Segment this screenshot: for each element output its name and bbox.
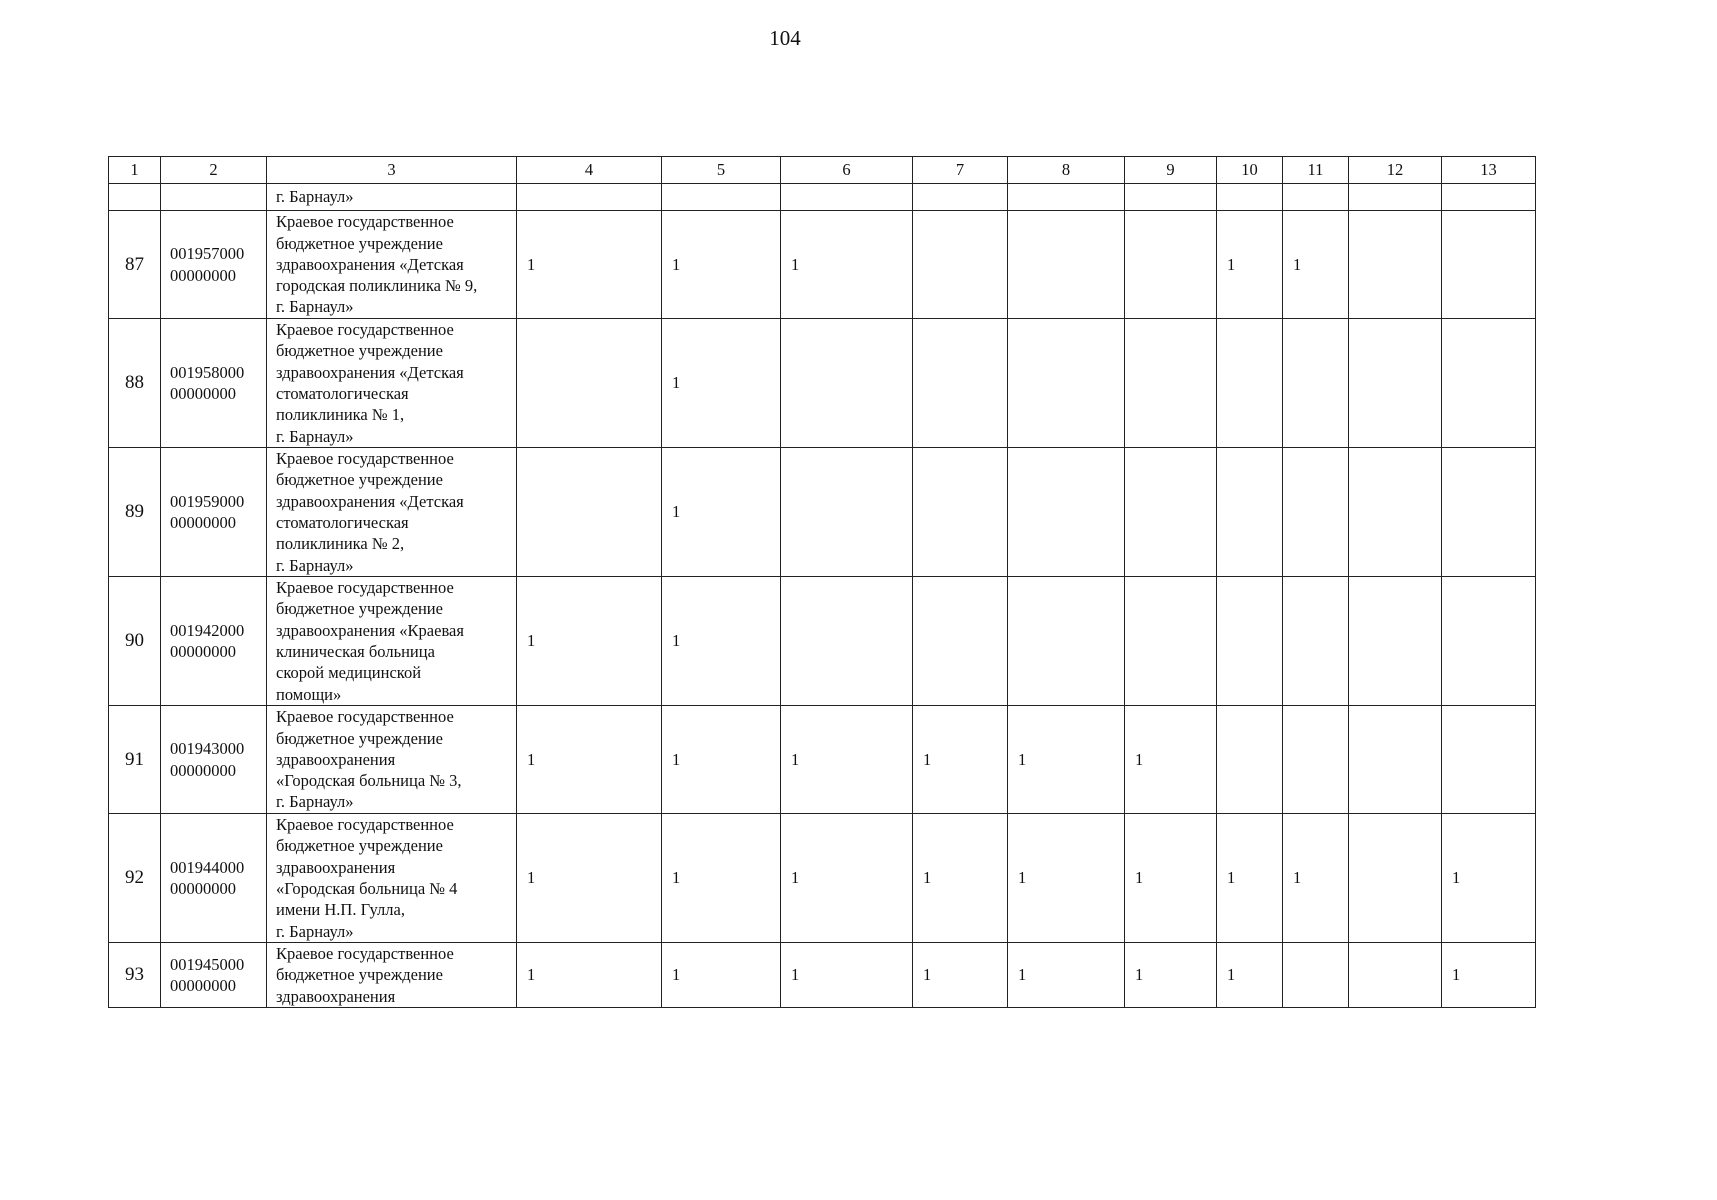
institution-name-line: бюджетное учреждение [276,599,443,619]
institution-name-line: поликлиника № 1, [276,405,405,425]
value-cell [517,184,662,211]
value-cell [1283,943,1349,1008]
column-header: 4 [517,157,662,184]
column-header: 11 [1283,157,1349,184]
value-cell: 1 [781,211,913,319]
institution-name-line: «Городская больница № 3, [276,771,462,791]
institution-name-line: бюджетное учреждение [276,728,443,748]
value-cell [913,319,1008,448]
institution-name-line: здравоохранения «Детская [276,491,464,511]
column-header: 7 [913,157,1008,184]
value-cell [1442,211,1536,319]
table-row [109,211,1536,319]
value-cell [1349,319,1442,448]
table-row [109,577,1536,706]
column-header: 8 [1008,157,1125,184]
value-cell: 1 [1008,814,1125,943]
institution-name-line: Краевое государственное [276,707,454,727]
institution-name-line: имени Н.П. Гулла, [276,900,405,920]
value-cell [1283,577,1349,706]
value-cell: 1 [1217,814,1283,943]
column-header: 13 [1442,157,1536,184]
value-cell [1283,448,1349,577]
institution-name [267,943,517,1008]
registry-code-line: 00000000 [170,879,236,898]
institution-name [267,448,517,577]
institution-name-line: бюджетное учреждение [276,233,443,253]
institution-name-line: бюджетное учреждение [276,341,443,361]
column-header: 12 [1349,157,1442,184]
value-cell: 1 [662,814,781,943]
value-cell: 1 [781,706,913,814]
value-cell [1283,706,1349,814]
value-cell: 1 [662,706,781,814]
institution-name-line: г. Барнаул» [276,792,354,812]
table-row [109,943,1536,1008]
institution-name-line: здравоохранения «Детская [276,254,464,274]
registry-code [161,577,267,706]
value-cell: 1 [1125,943,1217,1008]
row-number: 89 [109,448,161,577]
value-cell [781,448,913,577]
value-cell: 1 [1125,814,1217,943]
value-cell: 1 [913,706,1008,814]
institution-name-line: Краевое государственное [276,944,454,963]
column-header: 5 [662,157,781,184]
value-cell [1442,577,1536,706]
value-cell [913,577,1008,706]
value-cell: 1 [1283,211,1349,319]
value-cell: 1 [1125,706,1217,814]
value-cell: 1 [1008,943,1125,1008]
row-number: 88 [109,319,161,448]
row-number: 87 [109,211,161,319]
registry-code-line: 001957000 [170,244,245,264]
value-cell [1283,319,1349,448]
institution-name [267,319,517,448]
institution-name [267,577,517,706]
institution-name-line: городская поликлиника № 9, [276,276,478,296]
header-row [109,157,1536,184]
registry-code-line: 001945000 [170,954,245,974]
value-cell [662,184,781,211]
value-cell: 1 [662,211,781,319]
value-cell: 1 [662,319,781,448]
institution-name-line: Краевое государственное [276,212,454,232]
institution-name-line: стоматологическая [276,384,409,403]
value-cell [1349,814,1442,943]
column-header: 2 [161,157,267,184]
column-header: 1 [109,157,161,184]
value-cell [781,184,913,211]
column-header: 10 [1217,157,1283,184]
value-cell: 1 [662,943,781,1008]
value-cell [1217,706,1283,814]
row-number: 90 [109,577,161,706]
institution-name-line: бюджетное учреждение [276,470,443,490]
value-cell [781,577,913,706]
table-row [109,184,1536,211]
institution-name-line: Краевое государственное [276,320,454,340]
value-cell: 1 [1283,814,1349,943]
value-cell [1217,448,1283,577]
value-cell [1125,319,1217,448]
value-cell [913,448,1008,577]
registry-code-line: 00000000 [170,513,236,532]
value-cell: 1 [1008,706,1125,814]
institution-name [267,211,517,319]
value-cell: 1 [1442,814,1536,943]
value-cell [1283,184,1349,211]
registry-code [161,319,267,448]
value-cell [1442,706,1536,814]
institution-name [267,814,517,943]
table-body [109,157,1536,1008]
value-cell: 1 [662,448,781,577]
value-cell: 1 [913,814,1008,943]
table-row [109,706,1536,814]
table-row [109,448,1536,577]
registry-code-line: 00000000 [170,384,236,403]
value-cell: 1 [517,577,662,706]
registry-code-line: 001959000 [170,491,245,511]
row-number [109,184,161,211]
institution-name-line: бюджетное учреждение [276,836,443,856]
value-cell: 1 [517,706,662,814]
institution-name-line: здравоохранения [276,749,396,769]
value-cell [1442,184,1536,211]
value-cell [1217,319,1283,448]
value-cell [1008,184,1125,211]
institution-name-line: г. Барнаул» [276,921,354,941]
column-header: 3 [267,157,517,184]
registry-code-line: 00000000 [170,975,236,995]
institution-name-line: г. Барнаул» [276,426,354,446]
institution-name-line: Краевое государственное [276,449,454,469]
registry-code-line: 001943000 [170,739,245,759]
institution-name-line: здравоохранения «Краевая [276,620,464,640]
value-cell: 1 [781,943,913,1008]
institutions-table [108,156,1536,1008]
value-cell [1442,319,1536,448]
value-cell: 1 [781,814,913,943]
column-header: 9 [1125,157,1217,184]
value-cell: 1 [517,814,662,943]
value-cell [1008,319,1125,448]
registry-code [161,211,267,319]
value-cell [1349,706,1442,814]
row-number: 93 [109,943,161,1008]
registry-code-line: 001942000 [170,620,245,640]
value-cell [913,211,1008,319]
value-cell: 1 [517,943,662,1008]
registry-code-line: 00000000 [170,760,236,780]
institution-name-line: г. Барнаул» [276,555,354,575]
institution-name [267,184,517,211]
value-cell: 1 [913,943,1008,1008]
institution-name-line: г. Барнаул» [276,187,354,207]
row-number: 91 [109,706,161,814]
value-cell [1008,211,1125,319]
value-cell [1008,448,1125,577]
institution-name-line: скорой медицинской [276,663,422,683]
institution-name-line: бюджетное учреждение [276,965,443,985]
value-cell [1349,184,1442,211]
value-cell [1125,211,1217,319]
value-cell: 1 [662,577,781,706]
value-cell [1125,184,1217,211]
value-cell [1442,448,1536,577]
value-cell: 1 [1217,943,1283,1008]
institution-name-line: стоматологическая [276,513,409,532]
institution-name [267,706,517,814]
value-cell [1217,577,1283,706]
institution-name-line: здравоохранения [276,857,396,877]
institution-name-line: поликлиника № 2, [276,534,405,554]
registry-code-line: 001958000 [170,362,245,382]
institution-name-line: здравоохранения «Детская [276,362,464,382]
value-cell: 1 [1217,211,1283,319]
institution-name-line: г. Барнаул» [276,297,354,317]
registry-code-line: 00000000 [170,265,236,285]
table-row [109,814,1536,943]
value-cell [913,184,1008,211]
value-cell [1349,943,1442,1008]
value-cell: 1 [517,211,662,319]
registry-code [161,943,267,1008]
registry-code [161,184,267,211]
institution-name-line: «Городская больница № 4 [276,879,458,898]
registry-code-line: 00000000 [170,642,236,661]
value-cell [1349,448,1442,577]
registry-code [161,706,267,814]
value-cell [1349,577,1442,706]
value-cell [1008,577,1125,706]
column-header: 6 [781,157,913,184]
registry-code-line: 001944000 [170,857,245,877]
institution-name-line: здравоохранения [276,986,396,1006]
registry-code [161,814,267,943]
table-row [109,319,1536,448]
value-cell [1125,448,1217,577]
value-cell [1217,184,1283,211]
value-cell [1125,577,1217,706]
value-cell [517,319,662,448]
page-number: 104 [769,26,801,50]
value-cell [1349,211,1442,319]
value-cell: 1 [1442,943,1536,1008]
value-cell [781,319,913,448]
value-cell [517,448,662,577]
registry-code [161,448,267,577]
row-number: 92 [109,814,161,943]
institution-name-line: клиническая больница [276,642,435,661]
institution-name-line: помощи» [276,684,342,704]
institution-name-line: Краевое государственное [276,578,454,598]
institution-name-line: Краевое государственное [276,815,454,835]
